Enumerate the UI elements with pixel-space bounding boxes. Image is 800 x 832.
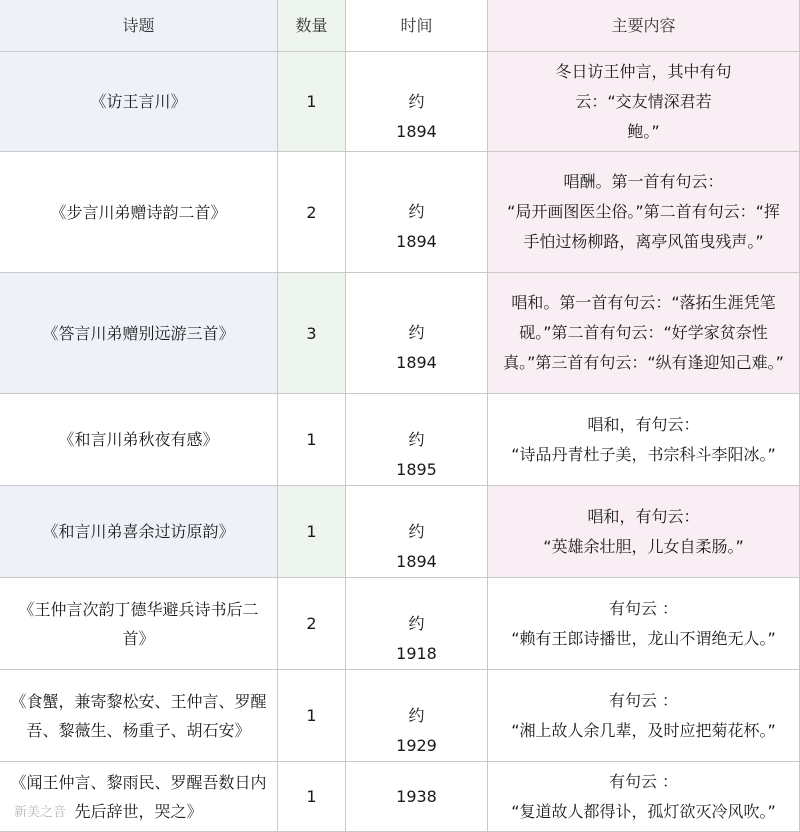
watermark: 新美之音 <box>14 805 67 820</box>
time-year: 1894 <box>396 232 437 251</box>
time-year: 1894 <box>396 353 437 372</box>
row-title: 《步言川弟赠诗韵二首》 <box>0 152 278 273</box>
row-qty: 1 <box>278 762 346 832</box>
header-title: 诗题 <box>0 0 278 52</box>
row-title: 《答言川弟赠别远游三首》 <box>0 273 278 394</box>
row-qty: 1 <box>278 670 346 762</box>
time-year: 1929 <box>396 735 437 755</box>
row-content: 冬日访王仲言，其中有句 云：“交友情深君若 鲍。” <box>488 52 800 152</box>
row-qty: 2 <box>278 578 346 670</box>
row-content: 唱酬。第一首有句云： “局开画图医尘俗。”第二首有句云：“挥手怕过杨柳路，离亭风笛曳残声。” <box>488 152 800 273</box>
time-prefix: 约 <box>408 323 425 342</box>
row-time <box>346 670 488 762</box>
row-title: 《和言川弟喜余过访原韵》 <box>0 486 278 578</box>
row-title: 《闻王仲言、黎雨民、罗醒吾数日内先后辞世，哭之》 <box>0 762 278 832</box>
time-prefix: 约 <box>408 613 425 633</box>
time-year: 1895 <box>396 459 437 479</box>
time-year: 1894 <box>396 551 437 571</box>
header-time: 时间 <box>346 0 488 52</box>
row-time <box>346 394 488 486</box>
row-content: 唱和，有句云： “英雄余壮胆，儿女自柔肠。” <box>488 486 800 578</box>
row-qty: 1 <box>278 394 346 486</box>
row-content: 有句云 ： “赖有王郎诗播世，龙山不谓绝无人。” <box>488 578 800 670</box>
row-content: 有句云 ： “湘上故人余几辈，及时应把菊花杯。” <box>488 670 800 762</box>
row-qty: 1 <box>278 52 346 152</box>
row-title: 《食蟹，兼寄黎松安、王仲言、罗醒吾、黎薇生、杨重子、胡石安》 <box>0 670 278 762</box>
time-year: 1894 <box>396 121 437 141</box>
row-time <box>346 52 488 152</box>
row-content: 有句云 ： “复道故人都得讣，孤灯欲灭冷风吹。” <box>488 762 800 832</box>
time-year: 1938 <box>396 787 437 806</box>
row-title: 《访王言川》 <box>0 52 278 152</box>
row-title: 《王仲言次韵丁德华避兵诗书后二首》 <box>0 578 278 670</box>
row-time <box>346 762 488 832</box>
time-year: 1918 <box>396 643 437 663</box>
row-qty: 2 <box>278 152 346 273</box>
time-prefix: 约 <box>408 429 425 449</box>
row-content: 唱和，有句云： “诗品丹青杜子美，书宗科斗李阳冰。” <box>488 394 800 486</box>
row-time <box>346 486 488 578</box>
time-prefix: 约 <box>408 521 425 541</box>
time-prefix: 约 <box>408 705 425 725</box>
time-prefix: 约 <box>408 91 425 111</box>
time-prefix: 约 <box>408 202 425 221</box>
row-time <box>346 578 488 670</box>
row-qty: 3 <box>278 273 346 394</box>
header-qty: 数量 <box>278 0 346 52</box>
row-qty: 1 <box>278 486 346 578</box>
row-content: 唱和。第一首有句云：“落拓生涯凭笔砚。”第二首有句云：“好学家贫奈性真。”第三首有句云：“纵有逢迎知己难。” <box>488 273 800 394</box>
row-time <box>346 273 488 394</box>
row-title: 《和言川弟秋夜有感》 <box>0 394 278 486</box>
header-content: 主要内容 <box>488 0 800 52</box>
row-time <box>346 152 488 273</box>
